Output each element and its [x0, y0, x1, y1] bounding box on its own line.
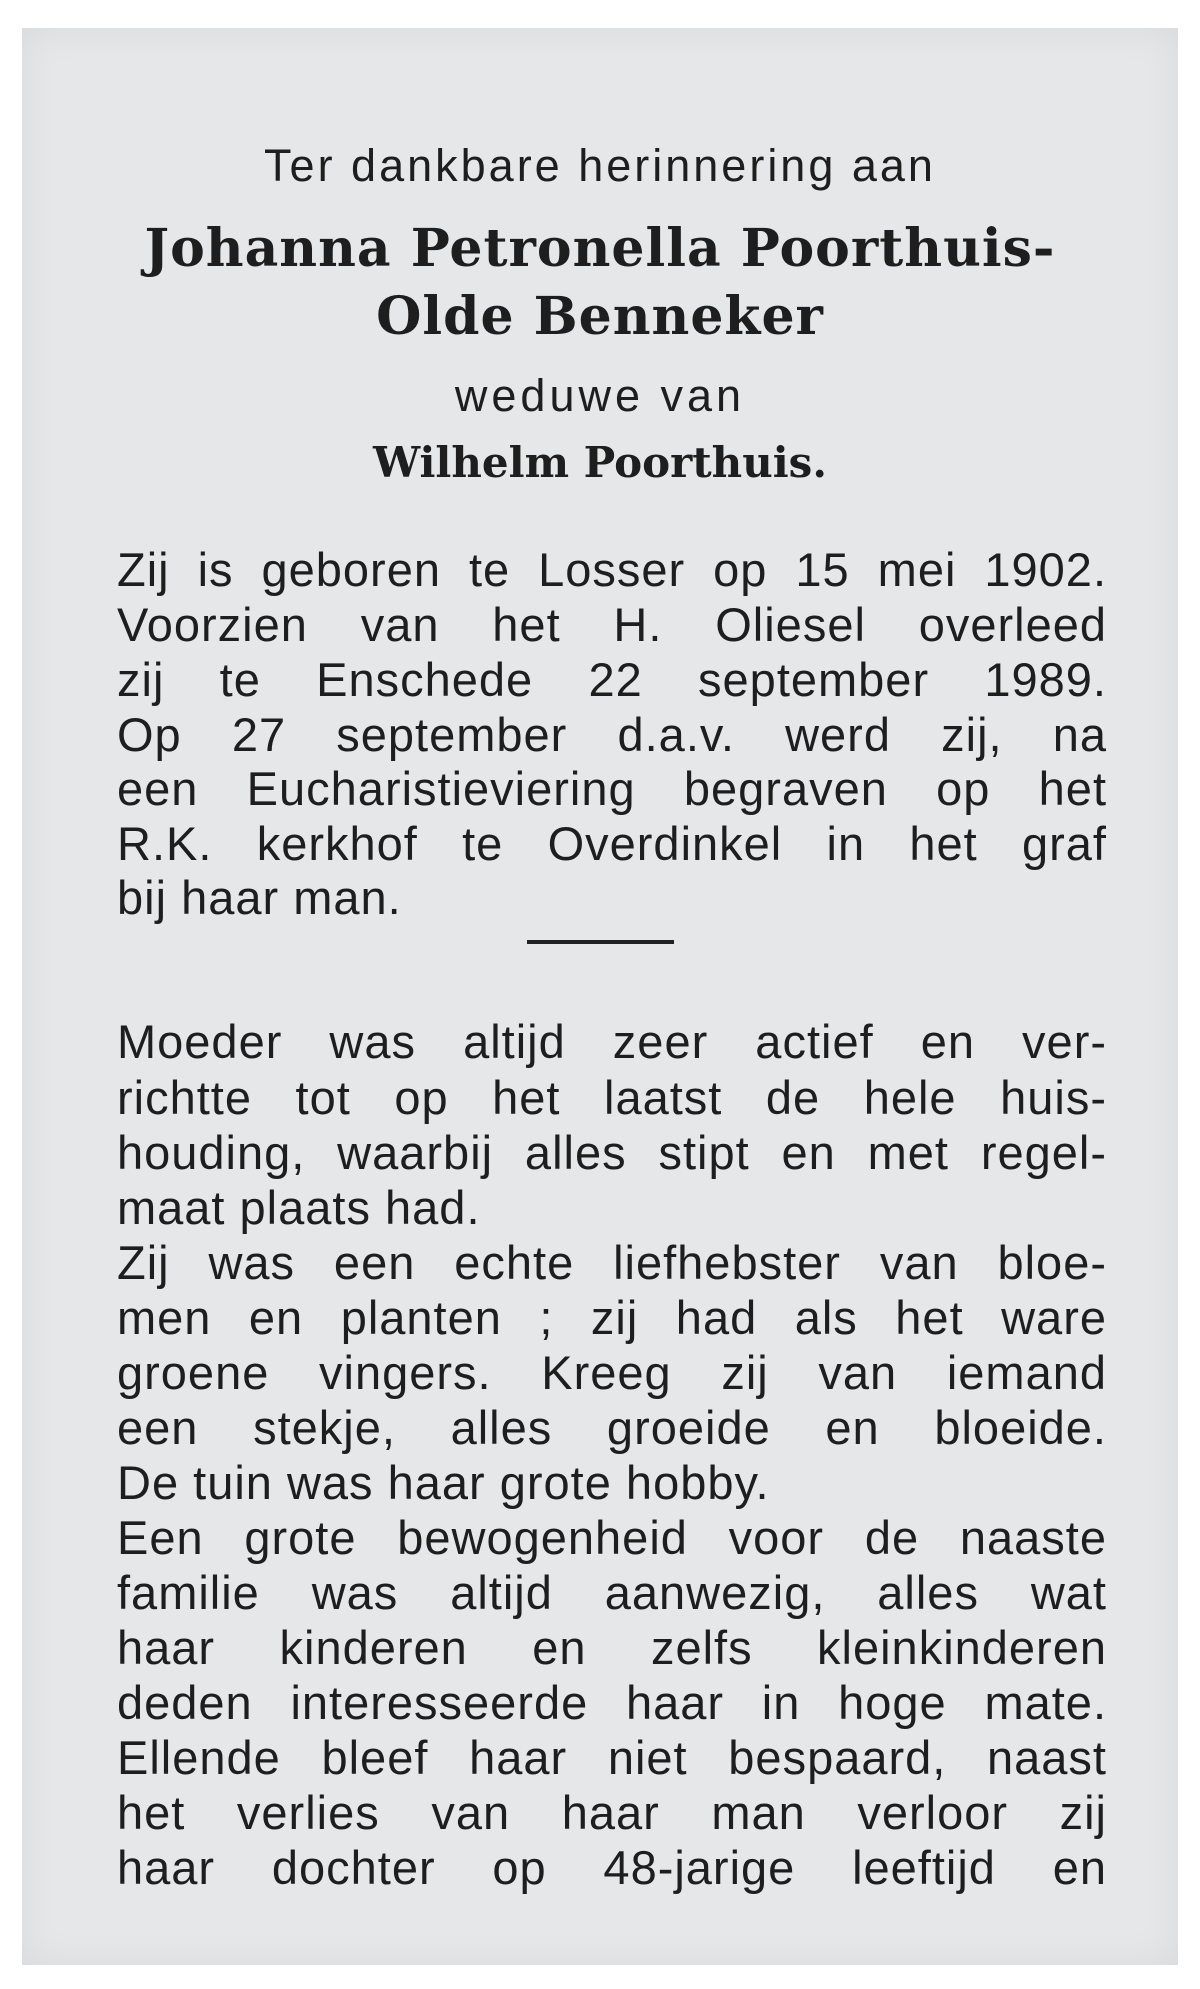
- memorial-line: maat plaats had.: [117, 1181, 481, 1234]
- biography-line: Zij is geboren te Losser op 15 mei 1902.: [117, 543, 1107, 596]
- memorial-line: houding, waarbij alles stipt en met regel-: [117, 1126, 1107, 1179]
- biography-line: Voorzien van het H. Oliesel overleed: [117, 598, 1107, 651]
- memorial-line: haar kinderen en zelfs kleinkinderen: [117, 1621, 1107, 1674]
- deceased-name-line-1: Johanna Petronella Poorthuis-: [144, 218, 1056, 279]
- biography-line: R.K. kerkhof te Overdinkel in het graf: [117, 817, 1107, 870]
- memorial-line: groene vingers. Kreeg zij van iemand: [117, 1346, 1107, 1399]
- memorial-line: Ellende bleef haar niet bespaard, naast: [117, 1731, 1107, 1784]
- memorial-card: [22, 28, 1178, 1965]
- husband-name: Wilhelm Poorthuis.: [373, 438, 827, 487]
- memorial-line: haar dochter op 48-jarige leeftijd en: [117, 1841, 1107, 1894]
- memorial-line: men en planten ; zij had als het ware: [117, 1291, 1107, 1344]
- memorial-line: deden interesseerde haar in hoge mate.: [117, 1676, 1107, 1729]
- biography-line: bij haar man.: [117, 871, 402, 924]
- memorial-line: het verlies van haar man verloor zij: [117, 1786, 1107, 1839]
- biography-line: Op 27 september d.a.v. werd zij, na: [117, 708, 1107, 761]
- deceased-name-line-2: Olde Benneker: [376, 286, 824, 347]
- biography-line: een Eucharistieviering begraven op het: [117, 762, 1107, 815]
- memorial-line: een stekje, alles groeide en bloeide.: [117, 1401, 1107, 1454]
- widow-of-label: weduwe van: [454, 370, 746, 421]
- section-divider: [527, 940, 674, 944]
- memorial-line: Moeder was altijd zeer actief en ver-: [117, 1015, 1107, 1068]
- memorial-line: richtte tot op het laatst de hele huis-: [117, 1071, 1107, 1124]
- memorial-line: De tuin was haar grote hobby.: [117, 1456, 770, 1509]
- memorial-line: familie was altijd aanwezig, alles wat: [117, 1566, 1107, 1619]
- memorial-line: Een grote bewogenheid voor de naaste: [117, 1511, 1107, 1564]
- intro-heading: Ter dankbare herinnering aan: [264, 140, 936, 191]
- memorial-line: Zij was een echte liefhebster van bloe-: [117, 1236, 1107, 1289]
- biography-line: zij te Enschede 22 september 1989.: [117, 653, 1107, 706]
